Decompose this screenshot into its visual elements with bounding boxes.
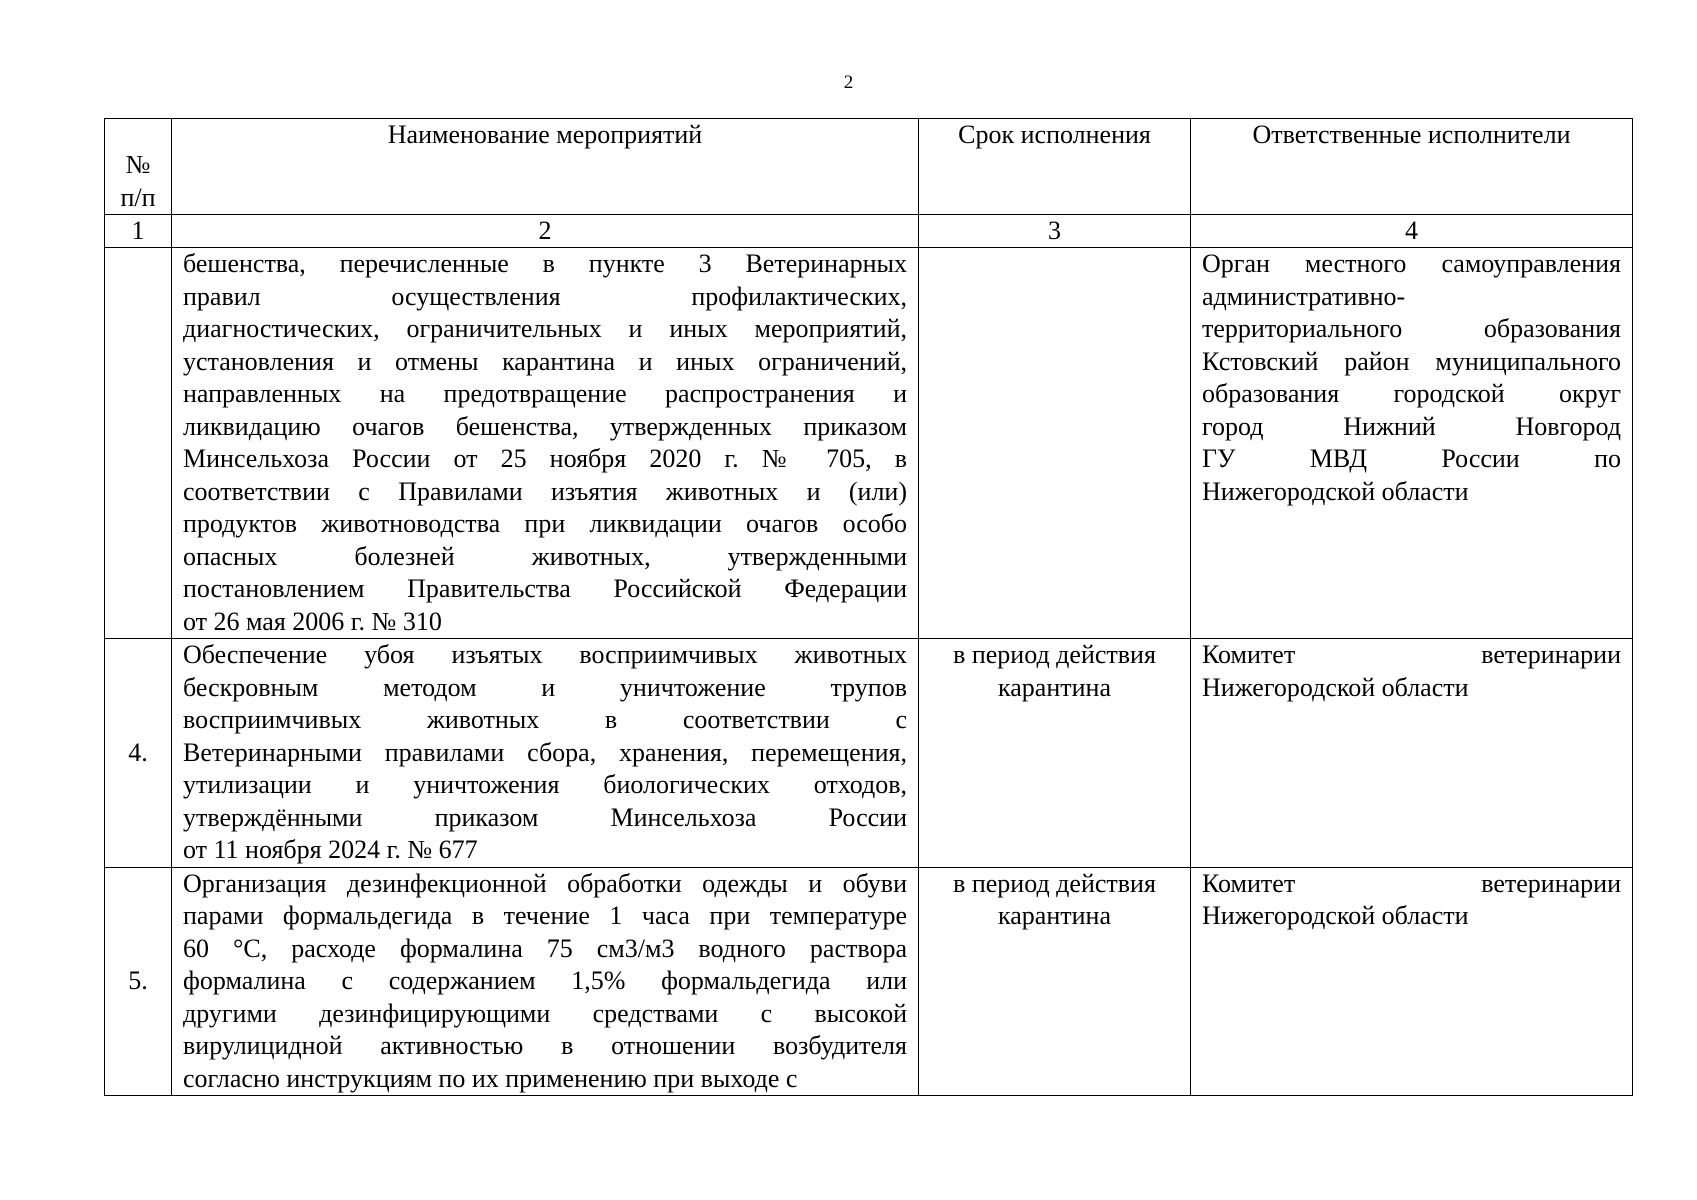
cell-text-line: от 11 ноября 2024 г. № 677 (183, 835, 478, 864)
cell-text-line: продуктов животноводства при ликвидации очагов особо (183, 509, 907, 538)
cell-text-line: от 26 мая 2006 г. № 310 (183, 606, 442, 636)
cell-text-line: Комитет ветеринарии (1202, 640, 1621, 669)
header-number-line: № (125, 150, 151, 179)
cell-text-line: утверждёнными приказом Минсельхоза России (183, 802, 907, 832)
cell-text-line: Кстовский район муниципального (1202, 346, 1621, 376)
cell-text-line: постановлением Правительства Российской Федерации (183, 574, 907, 603)
row-number (105, 248, 172, 639)
cell-text-line: Ветеринарными правилами сбора, хранения, перемещения, (183, 737, 907, 767)
responsible (1191, 867, 1633, 1096)
header-deadline: Срок исполнения (919, 119, 1191, 215)
cell-text-line: административно- (1202, 281, 1406, 311)
header-name: Наименование мероприятий (172, 119, 919, 215)
column-index: 2 (172, 215, 919, 248)
cell-text-line: Комитет ветеринарии (1202, 868, 1621, 898)
header-number-line: п/п (120, 182, 156, 212)
cell-text-line: согласно инструкциям по их применению при выходе с (183, 1063, 798, 1093)
cell-text-line: ликвидацию очагов бешенства, утвержденных приказом (183, 411, 907, 441)
header-responsible: Ответственные исполнители (1191, 119, 1633, 215)
table-row (105, 248, 1633, 639)
column-index: 4 (1191, 215, 1633, 248)
row-number: 5. (105, 867, 172, 1096)
cell-text-line: Нижегородской области (1202, 901, 1469, 930)
table-header-row (105, 119, 1633, 215)
column-index-row (105, 215, 1633, 248)
cell-text-line: в период действия (953, 640, 1156, 669)
cell-text-line: Минсельхоза России от 25 ноября 2020 г. № 705, в (183, 444, 907, 473)
cell-text-line: утилизации и уничтожения биологических отходов, (183, 770, 907, 799)
cell-text-line: другими дезинфицирующими средствами с высокой (183, 998, 907, 1028)
cell-text-line: опасных болезней животных, утвержденными (183, 541, 907, 571)
cell-text-line: бескровным методом и уничтожение трупов (183, 672, 907, 702)
measure-name (172, 639, 919, 868)
cell-text-line: образования городской округ (1202, 379, 1621, 408)
deadline (919, 248, 1191, 639)
row-number: 4. (105, 639, 172, 868)
deadline (919, 867, 1191, 1096)
cell-text-line: парами формальдегида в течение 1 часа при температуре (183, 901, 907, 930)
cell-text-line: город Нижний Новгород (1202, 411, 1621, 441)
cell-text-line: формалина с содержанием 1,5% формальдегида или (183, 966, 907, 995)
table-body (105, 248, 1633, 1096)
cell-text-line: Организация дезинфекционной обработки одежды и обуви (183, 868, 907, 898)
cell-text-line: диагностических, ограничительных и иных мероприятий, (183, 314, 907, 343)
cell-text-line: карантина (998, 672, 1111, 702)
cell-text-line: установления и отмены карантина и иных ограничений, (183, 346, 907, 376)
cell-text-line: 60 °С, расходе формалина 75 см3/м3 водного раствора (183, 933, 907, 963)
cell-text-line: Нижегородской области (1202, 476, 1469, 506)
cell-text-line: территориального образования (1202, 314, 1621, 343)
column-index: 3 (919, 215, 1191, 248)
page-number: 2 (843, 72, 854, 93)
cell-text-line: соответствии с Правилами изъятия животных и (или) (183, 476, 907, 506)
cell-text-line: Нижегородской области (1202, 672, 1469, 702)
deadline (919, 639, 1191, 868)
responsible (1191, 248, 1633, 639)
column-index: 1 (105, 215, 172, 248)
cell-text-line: направленных на предотвращение распространения и (183, 379, 907, 408)
header-number (105, 119, 172, 215)
cell-text-line: бешенства, перечисленные в пункте 3 Ветеринарных (183, 249, 907, 278)
cell-text-line: Обеспечение убоя изъятых восприимчивых животных (183, 640, 907, 669)
cell-text-line: правил осуществления профилактических, (183, 281, 907, 311)
responsible (1191, 639, 1633, 868)
cell-text-line: в период действия (953, 868, 1156, 898)
measures-table (104, 118, 1633, 1096)
cell-text-line: Орган местного самоуправления (1202, 249, 1621, 278)
cell-text-line: карантина (998, 901, 1111, 930)
measure-name (172, 248, 919, 639)
cell-text-line: ГУ МВД России по (1202, 444, 1621, 473)
table-row (105, 867, 1633, 1096)
measure-name (172, 867, 919, 1096)
cell-text-line: восприимчивых животных в соответствии с (183, 705, 907, 734)
table-row (105, 639, 1633, 868)
cell-text-line: вирулицидной активностью в отношении возбудителя (183, 1031, 907, 1060)
